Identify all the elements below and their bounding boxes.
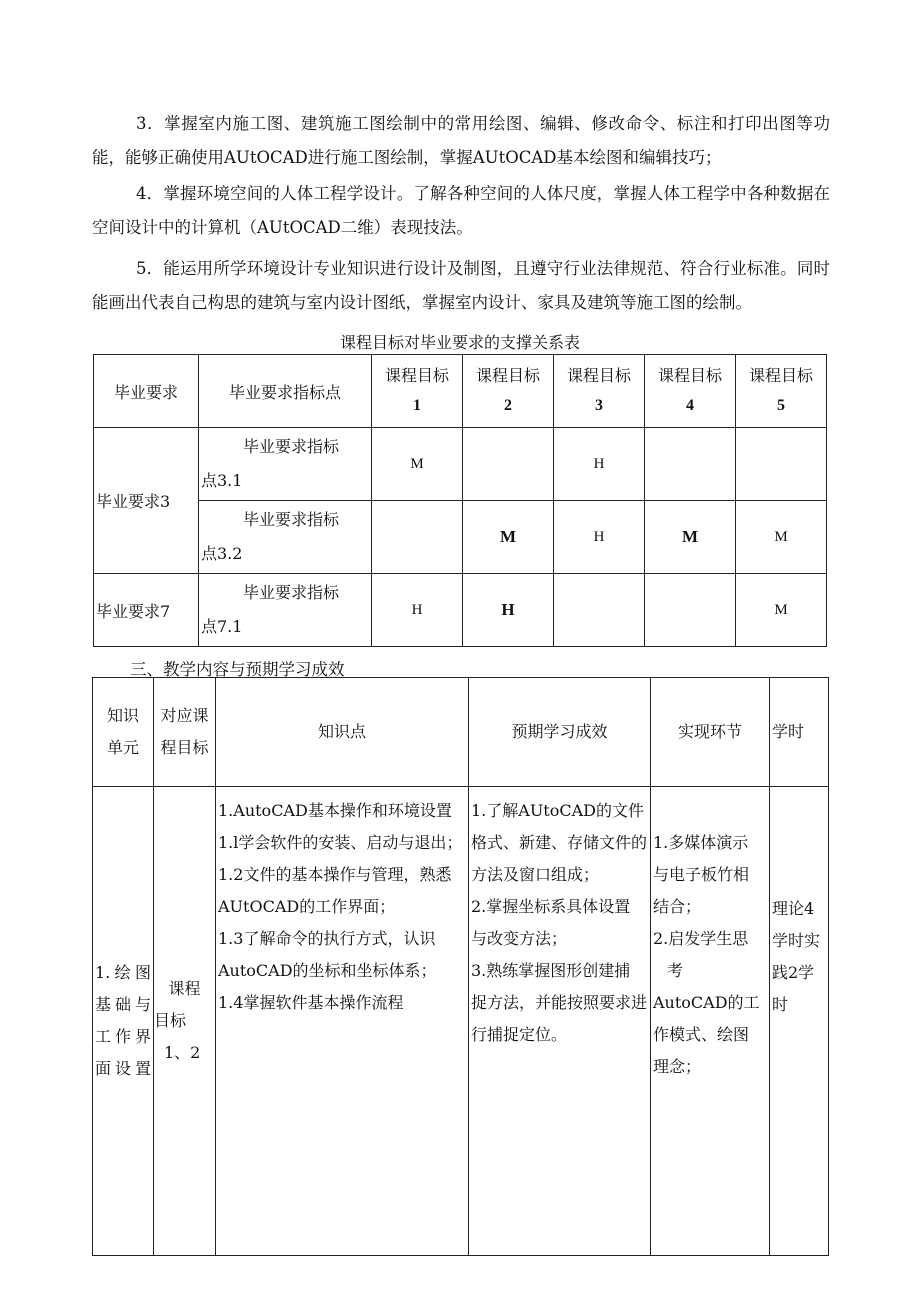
table-row	[94, 428, 827, 501]
goal-label: 课程目标	[566, 366, 631, 385]
indicator-line: 毕业要求指标	[243, 583, 340, 602]
method-cell	[651, 787, 770, 1256]
text-line: AUtOCAD的工作界面；	[218, 897, 396, 916]
indicator-cell	[199, 574, 372, 647]
text-line: AutoCAD的工	[653, 993, 760, 1012]
requirement-cell: 毕业要求3	[94, 428, 199, 574]
text-line: 学时实	[772, 931, 821, 950]
text-line: 1.多媒体演示	[653, 833, 749, 852]
relation-cell: H	[463, 574, 554, 647]
paragraph-goal-5: 5．能运用所学环境设计专业知识进行设计及制图，且遵守行业法律规范、符合行业标准。同时能画出代表自己构思的建筑与室内设计图纸，掌握室内设计、家具及建筑等施工图的绘制。	[92, 259, 830, 312]
text-line: 基础与	[95, 995, 151, 1014]
indicator-line: 毕业要求指标	[243, 510, 340, 529]
header-indicator: 毕业要求指标点	[199, 355, 372, 428]
indicator-cell	[199, 501, 372, 574]
section-title: 三、教学内容与预期学习成效	[130, 660, 345, 679]
relation-cell: H	[554, 428, 645, 501]
goal-number: 4	[686, 397, 694, 414]
text-line: 行捕捉定位。	[471, 1025, 568, 1044]
header-unit	[93, 678, 154, 787]
relation-cell	[645, 574, 736, 647]
relation-cell	[463, 428, 554, 501]
header-goal-4	[645, 355, 736, 428]
outcome-cell	[469, 787, 651, 1256]
table-row	[94, 501, 827, 574]
text-line: 1、2	[164, 1043, 201, 1062]
header-goal-5	[736, 355, 827, 428]
header-line: 对应课	[160, 706, 209, 725]
header-goal-1	[372, 355, 463, 428]
points-cell	[216, 787, 469, 1256]
indicator-cell	[199, 428, 372, 501]
text-line: 格式、新建、存储文件的	[471, 833, 648, 852]
header-line: 知识	[106, 706, 139, 725]
text-line: AutoCAD的坐标和坐标体系；	[218, 961, 437, 980]
indicator-line: 点3.2	[201, 544, 243, 563]
relation-cell	[372, 501, 463, 574]
text-line: 理论4	[772, 899, 815, 918]
text-line: 1.4掌握软件基本操作流程	[218, 993, 404, 1012]
support-table	[93, 354, 827, 647]
table-row	[94, 574, 827, 647]
text-line: 面设置	[95, 1059, 151, 1078]
relation-cell: M	[736, 501, 827, 574]
header-goal	[154, 678, 216, 787]
header-goal-2	[463, 355, 554, 428]
text-line: 作模式、绘图	[653, 1025, 750, 1044]
text-line: 践2学	[772, 963, 815, 982]
indicator-line: 点3.1	[201, 471, 243, 490]
goal-cell	[154, 787, 216, 1256]
text-line: 1.2文件的基本操作与管理，熟悉	[218, 865, 452, 884]
relation-cell	[554, 574, 645, 647]
unit-cell	[93, 787, 154, 1256]
text-line: 考	[667, 961, 684, 980]
relation-cell	[736, 428, 827, 501]
relation-cell: M	[645, 501, 736, 574]
header-line: 单元	[106, 738, 139, 757]
header-points: 知识点	[216, 678, 469, 787]
text-line: 2.掌握坐标系具体设置	[471, 897, 631, 916]
text-line: 与电子板竹相	[653, 865, 750, 884]
support-table-header	[94, 355, 827, 428]
text-line: 1.l学会软件的安装、启动与退出；	[218, 833, 463, 852]
text-line: 方法及窗口组成；	[471, 865, 600, 884]
content-table-header	[93, 678, 829, 787]
support-table-caption: 课程目标对毕业要求的支撑关系表	[339, 333, 580, 352]
text-line: 结合；	[653, 897, 702, 916]
relation-cell: H	[554, 501, 645, 574]
goal-number: 3	[595, 397, 603, 414]
indicator-line: 点7.1	[201, 617, 243, 636]
content-table	[92, 677, 829, 1256]
text-line: 理念；	[653, 1057, 702, 1076]
text-line: 捉方法，并能按照要求进	[471, 993, 648, 1012]
goal-label: 课程目标	[475, 366, 540, 385]
text-line: 与改变方法；	[471, 929, 568, 948]
text-line: 1.绘图	[95, 963, 151, 982]
text-line: 1.了解AUtoCAD的文件	[471, 801, 644, 820]
goal-label: 课程目标	[384, 366, 449, 385]
text-line: 工作界	[95, 1027, 151, 1046]
header-goal-3	[554, 355, 645, 428]
goal-number: 5	[777, 397, 785, 414]
text-line: 1.3了解命令的执行方式，认识	[218, 929, 436, 948]
relation-cell: M	[736, 574, 827, 647]
paragraph-goal-4: 4．掌握环境空间的人体工程学设计。了解各种空间的人体尺度，掌握人体工程学中各种数据在空间设计中的计算机（AUtOCAD二维）表现技法。	[92, 184, 830, 237]
header-requirement: 毕业要求	[94, 355, 199, 428]
relation-cell: H	[372, 574, 463, 647]
text-line: 目标	[154, 1011, 187, 1030]
text-line: 3.熟练掌握图形创建捕	[471, 961, 631, 980]
relation-cell: M	[463, 501, 554, 574]
text-line: 1.AutoCAD基本操作和环境设置	[218, 801, 452, 820]
hours-cell	[770, 787, 829, 1256]
header-line: 程目标	[160, 738, 209, 757]
relation-cell: M	[372, 428, 463, 501]
indicator-line: 毕业要求指标	[243, 437, 340, 456]
text-line: 2.启发学生思	[653, 929, 749, 948]
goal-number: 2	[504, 397, 512, 414]
text-line: 课程	[168, 979, 201, 998]
header-method: 实现环节	[651, 678, 770, 787]
header-outcome: 预期学习成效	[469, 678, 651, 787]
header-hours: 学时	[770, 678, 829, 787]
table-row	[93, 787, 829, 1256]
requirement-cell: 毕业要求7	[94, 574, 199, 647]
goal-label: 课程目标	[657, 366, 722, 385]
goal-label: 课程目标	[748, 366, 813, 385]
paragraph-goal-3: 3．掌握室内施工图、建筑施工图绘制中的常用绘图、编辑、修改命令、标注和打印出图等功能，能够正确使用AUtOCAD进行施工图绘制，掌握AUtOCAD基本绘图和编辑技巧；	[92, 114, 830, 167]
relation-cell	[645, 428, 736, 501]
text-line: 时	[772, 995, 789, 1014]
goal-number: 1	[413, 397, 421, 414]
